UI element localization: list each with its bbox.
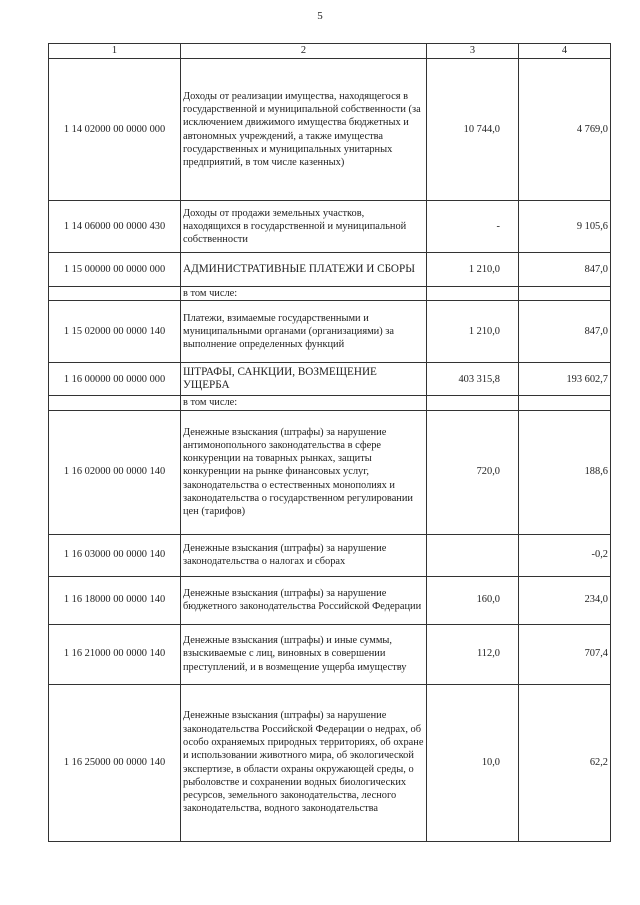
row-name: Денежные взыскания (штрафы) за нарушение антимонопольного законодательства в сфере конкуренции на товарных рынках, защиты конкуренции на рынке финансовых услуг, законодательства о естественных монополиях и законодательства о государственном регулировании цен (тарифов) xyxy=(181,410,427,534)
table-row xyxy=(49,253,611,287)
table-row xyxy=(49,301,611,363)
row-name: в том числе: xyxy=(181,396,427,410)
row-name: Платежи, взимаемые государственными и муниципальными органами (организациями) за выполнение определенных функций xyxy=(181,301,427,363)
row-code xyxy=(49,287,181,301)
row-name: Денежные взыскания (штрафы) и иные суммы, взыскиваемые с лиц, виновных в совершении преступлений, и в возмещение ущерба имуществу xyxy=(181,624,427,684)
table-row xyxy=(49,201,611,253)
table-row xyxy=(49,534,611,576)
table-row xyxy=(49,363,611,396)
row-name: в том числе: xyxy=(181,287,427,301)
row-code xyxy=(49,396,181,410)
row-plan-value xyxy=(427,396,519,410)
row-name: ШТРАФЫ, САНКЦИИ, ВОЗМЕЩЕНИЕ УЩЕРБА xyxy=(181,363,427,396)
row-plan-value: 10 744,0 xyxy=(427,59,519,201)
row-plan-value xyxy=(427,534,519,576)
row-name: Денежные взыскания (штрафы) за нарушение бюджетного законодательства Российской Федерации xyxy=(181,576,427,624)
row-plan-value: 1 210,0 xyxy=(427,301,519,363)
row-code: 1 15 02000 00 0000 140 xyxy=(49,301,181,363)
header-col-1: 1 xyxy=(49,44,181,59)
row-plan-value: 720,0 xyxy=(427,410,519,534)
table-row xyxy=(49,59,611,201)
row-plan-value: 10,0 xyxy=(427,684,519,841)
row-name: Доходы от продажи земельных участков, находящихся в государственной и муниципальной собственности xyxy=(181,201,427,253)
table-row xyxy=(49,576,611,624)
row-name: АДМИНИСТРАТИВНЫЕ ПЛАТЕЖИ И СБОРЫ xyxy=(181,253,427,287)
row-code: 1 16 03000 00 0000 140 xyxy=(49,534,181,576)
row-actual-value xyxy=(519,287,611,301)
row-actual-value: 62,2 xyxy=(519,684,611,841)
row-actual-value: 193 602,7 xyxy=(519,363,611,396)
row-code: 1 16 18000 00 0000 140 xyxy=(49,576,181,624)
row-name: Денежные взыскания (штрафы) за нарушение законодательства о налогах и сборах xyxy=(181,534,427,576)
table-row xyxy=(49,624,611,684)
row-actual-value: -0,2 xyxy=(519,534,611,576)
row-name: Денежные взыскания (штрафы) за нарушение законодательства Российской Федерации о недрах, об особо охраняемых природных территориях, об охране и использовании животного мира, об экологической экспертизе, в области охраны окружающей среды, о рыболовстве и сохранении водных биологических ресурсов, земельного законодательства, лесного законодательства, водного законодательства xyxy=(181,684,427,841)
row-actual-value: 847,0 xyxy=(519,253,611,287)
row-plan-value: 1 210,0 xyxy=(427,253,519,287)
row-code: 1 16 02000 00 0000 140 xyxy=(49,410,181,534)
row-actual-value: 4 769,0 xyxy=(519,59,611,201)
header-col-2: 2 xyxy=(181,44,427,59)
row-code: 1 16 25000 00 0000 140 xyxy=(49,684,181,841)
row-actual-value: 707,4 xyxy=(519,624,611,684)
table-row xyxy=(49,410,611,534)
row-code: 1 16 00000 00 0000 000 xyxy=(49,363,181,396)
row-actual-value: 847,0 xyxy=(519,301,611,363)
row-code: 1 15 00000 00 0000 000 xyxy=(49,253,181,287)
row-name: Доходы от реализации имущества, находящегося в государственной и муниципальной собственности (за исключением движимого имущества бюджетных и автономных учреждений, а также имущества государственных и муниципальных унитарных предприятий, в том числе казенных) xyxy=(181,59,427,201)
row-plan-value: - xyxy=(427,201,519,253)
table-row xyxy=(49,396,611,410)
row-code: 1 16 21000 00 0000 140 xyxy=(49,624,181,684)
row-plan-value xyxy=(427,287,519,301)
row-code: 1 14 06000 00 0000 430 xyxy=(49,201,181,253)
row-plan-value: 403 315,8 xyxy=(427,363,519,396)
table-row xyxy=(49,684,611,841)
row-code: 1 14 02000 00 0000 000 xyxy=(49,59,181,201)
revenue-table xyxy=(48,43,611,842)
header-col-4: 4 xyxy=(519,44,611,59)
row-plan-value: 160,0 xyxy=(427,576,519,624)
row-actual-value: 9 105,6 xyxy=(519,201,611,253)
table-row xyxy=(49,287,611,301)
row-actual-value: 188,6 xyxy=(519,410,611,534)
row-actual-value: 234,0 xyxy=(519,576,611,624)
row-actual-value xyxy=(519,396,611,410)
table-header-row xyxy=(49,44,611,59)
page-number: 5 xyxy=(317,10,323,22)
header-col-3: 3 xyxy=(427,44,519,59)
row-plan-value: 112,0 xyxy=(427,624,519,684)
